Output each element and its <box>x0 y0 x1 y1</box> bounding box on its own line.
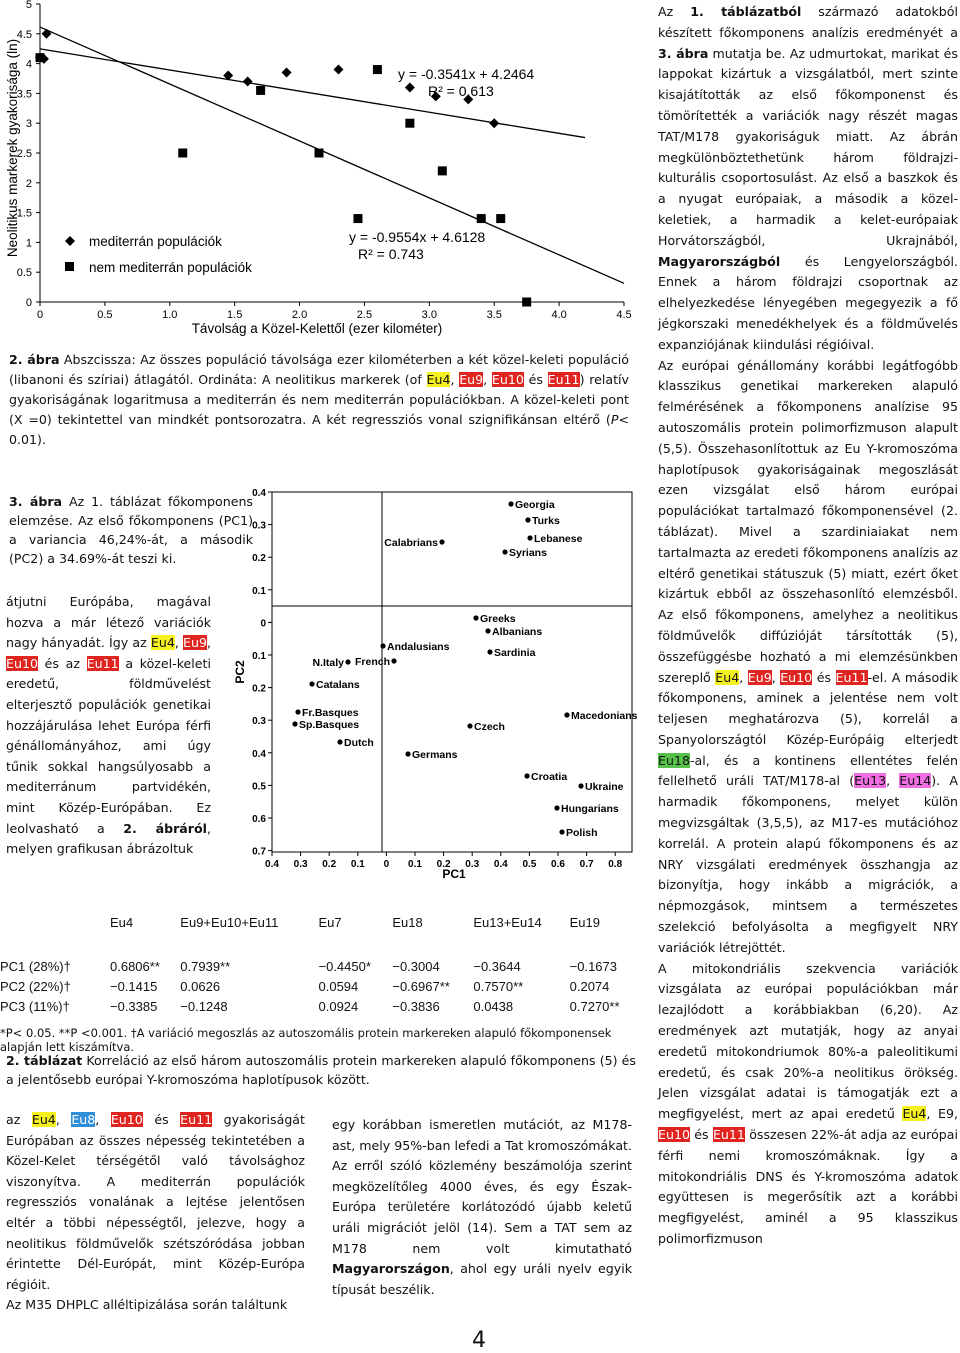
regression-line-mediterranean <box>40 49 585 138</box>
pca-y-tick-label: 0.1 <box>252 651 266 662</box>
pca-y-tick-label: 0.1 <box>252 585 266 597</box>
pca-x-tick-label: 0.2 <box>322 859 337 870</box>
pca-y-tick-label: 0.6 <box>252 814 266 825</box>
y-tick-label: 2 <box>25 177 32 190</box>
legend-square-marker <box>65 262 74 271</box>
pca-point-label: Syrians <box>509 547 547 559</box>
pca-point-label: French <box>354 656 390 668</box>
figure-2-caption: 2. ábra Abszcissza: Az összes populáció távolsága ezer kilométerben a két közel-keleti populáció (libanoni és szíriai) átlagától. Ordináta: A neolitikus markerek (of Eu4, Eu9, Eu10 és Eu11) relatív gyakoriságának logaritmusa a mediterrán és nem mediterrán populációkban. A közel-keleti pont (X =0) tekintettel van mindkét pontsorozatra. A két regressziós vonal szignifikánsan eltérő (P< 0.01). <box>9 352 630 447</box>
body-text: az <box>6 1112 32 1127</box>
data-point-nonmediterranean <box>522 298 531 307</box>
pca-point-label: Dutch <box>344 737 374 749</box>
y-tick-label: 3 <box>25 118 32 131</box>
body-text: Az M35 DHPLC alléltipizálása során találtunk <box>6 1297 288 1313</box>
pca-point <box>554 805 559 810</box>
data-point-mediterranean <box>282 68 292 78</box>
x-tick-label: 0 <box>36 309 44 321</box>
pca-point <box>524 773 529 778</box>
table-header: Eu13+Eu14 <box>473 914 542 930</box>
pca-x-tick-label: 0.3 <box>465 859 480 870</box>
data-point-nonmediterranean <box>36 53 45 62</box>
equation-nonmediterranean: y = -0.9554x + 4.6128 <box>349 229 486 245</box>
table-header: Eu4 <box>110 914 134 930</box>
pca-x-tick-label: 0.8 <box>608 859 623 870</box>
pca-x-tick-label: 0.4 <box>265 859 279 870</box>
data-point-nonmediterranean <box>496 214 505 223</box>
body-text: gyakoriságát Európában az összes népesség tekintetében a Közel-Kelet térségétől való távolsághoz viszonyítva. A mediterrán populációk regressziós vonalának a lejtése jelentősen eltér a többi népességtől, jelezve, hogy a neolitikus földművelők szétszóródása jobban érintette Dél-Európát, mint Közép-Európa régióit. <box>6 1112 305 1292</box>
marker-eu10: Eu10 <box>491 372 524 387</box>
y-axis-label: Neolitikus markerek gyakorisága (ln) <box>5 38 20 258</box>
text-column-right: Az 1. táblázatból származó adatokból készített főkomponens analízis eredményét a 3. ábra mutatja be. Az udmurtokat, marikat és lappokat kizártuk a vizsgálatból, mert szinte kisajátították az első főkomponenst és tömörítették a variációk nagy részét magas TAT/M178 gyakoriságuk miatt. Az ábrán megkülönböztethetünk három földrajzi-kulturális csoportosulást. Az első a baszkok és a nyugat európaiak, a második a közel-keletiek, a harmadik a kelet-európaiak Horvátországból, Ukrajnából, Magyarországból és Lengyelországból. Ennek a három földrajzi csoportnak az elhelyezkedése lényegében megegyezik a fő jégkorszaki menedékhelyek és a földművelés expanziójának kiindulási régióival. Az európai génállomány korábbi legátfogóbb klasszikus genetikai markereken alapuló felmérésének a főkomponens analízise 95 autoszomális protein polimorfizmuson alapult (5,5). Összehasonlítottuk az Eu Y-kromoszóma haplotípusok gyakoriságainak megoszlását ezen vizsgálat első három európai populációkat tartalmazó főkomponensével (2. táblázat). Mivel a szardiniaiakat nem tartalmazta az eredeti főkomponens analízis az eltérő genetikai státuszuk (5) miatt, ezért őket kizártuk ebből az összehasonlító elemzésből. Az első főkomponens, amelyhez a neolitikus földművelők diffúzióját társították (5), összefüggésbe hozható a mi elemzésünkben szereplő Eu4, Eu9, Eu10 és Eu11-el. A második főkomponens, aminek a jelentése nem volt teljesen meghatározva (5), korrelál a Spanyolországtól Közép-Európáig elterjedt Eu18-al, és a kontinens ellentétes felén fellelhető uráli TAT/M178-al (Eu13, Eu14). A harmadik főkomponens, melyet külön megvizsgáltak (3,5,5), az M17-es mutációhoz korrelál. A protein alapú főkomponens és az NRY vizsgálati eredmények összhangja az bizonyítja, hogy inkább a migrációk, a népmozgások, mintsem a természetes szelekció befolyásolta a megfigyelt NRY variációk létrejöttét. A mitokondriális szekvencia variációk vizsgálata az európai populációkban már lezajlódott a korábbiakban (6,20). Az eredmények azt mutatják, hogy az anyai eredetű mitokondriumok 80%-a paleolitikumi eredetű, és csak 20%-a neolitikus örökség. Jelen vizsgálat adatai is támogatják ezt a megfigyelést, mert az apai eredetű Eu4, E9, Eu10 és Eu11 összesen 22%-át adja az európai férfi nemi kromoszómáknak. Így a mitokondriális DNS és Y-kromoszóma adatok együttesen is megerősítik azt a korábbi megfigyelést, aminél a 95 klasszikus polimorfizmuson <box>658 4 958 1247</box>
pca-y-tick-label: 0.7 <box>252 846 266 858</box>
y-tick-label: 5 <box>25 0 32 11</box>
pca-point-label: Germans <box>412 749 458 761</box>
pca-x-tick-label: 0 <box>383 859 390 870</box>
x-tick-label: 3.5 <box>486 309 502 321</box>
x-tick-label: 0.5 <box>97 309 113 321</box>
equation-mediterranean: y = -0.3541x + 4.2464 <box>398 66 535 82</box>
table-row <box>0 956 640 976</box>
pca-point-label: Catalans <box>316 679 360 691</box>
table-cell: −0.3385 <box>110 998 158 1014</box>
marker-eu9: Eu9 <box>747 669 772 685</box>
table-row <box>0 976 640 996</box>
pca-x-tick-label: 0.1 <box>350 859 365 870</box>
data-point-mediterranean <box>405 82 415 92</box>
pca-point-label: Czech <box>474 721 505 733</box>
caption-text: < 0.01). <box>9 412 629 447</box>
pca-x-label: PC1 <box>442 867 466 881</box>
data-point-nonmediterranean <box>373 65 382 74</box>
page-number: 4 <box>472 1328 486 1353</box>
caption-text: Abszcissza: Az összes populáció távolsága ezer kilométerben a két közel-keleti populáció (libanoni és szíriai) átlagától. Ordináta: A neolitikus markerek (of <box>9 352 630 387</box>
bold-text: 3. ábra <box>658 45 709 61</box>
pca-point <box>467 723 472 728</box>
data-point-nonmediterranean <box>353 214 362 223</box>
body-text: , ahol egy uráli nyelv egyik típusát beszélik. <box>332 1261 632 1297</box>
pca-point-label: Fr.Basques <box>302 707 359 719</box>
pca-y-tick-label: 0.3 <box>252 716 266 728</box>
pca-point <box>559 829 564 834</box>
table-cell: −0.6967** <box>392 978 450 994</box>
table-cell: 0.0594 <box>318 978 359 994</box>
table-row <box>0 996 640 1016</box>
marker-eu9: Eu9 <box>459 372 484 387</box>
body-text: mutatja be. Az udmurtokat, marikat és lappokat kizártuk a vizsgálatból, mert szinte kisajátították az első főkomponenst és tömörítették a variációk nagy részét magas TAT/M178 gyakoriságuk miatt. Az ábrán megkülönböztethetünk három földrajzi-kulturális csoportosulást. Az első a baszkok és a nyugat európaiak, a második a közel-keletiek, a harmadik a kelet-európaiak Horvátországból, Ukrajnából, <box>658 45 958 248</box>
table-cell: 0.0626 <box>180 978 221 994</box>
row-label: PC1 (28%)† <box>0 958 71 974</box>
table-2-label: 2. táblázat <box>6 1053 83 1068</box>
row-label: PC2 (22%)† <box>0 978 71 994</box>
correlation-table <box>0 908 640 1016</box>
table-cell: 0.7270** <box>569 998 620 1014</box>
figure-3-pca-plot <box>228 486 638 886</box>
data-point-mediterranean <box>41 29 51 39</box>
marker-eu18: Eu18 <box>658 752 690 768</box>
pca-point <box>439 539 444 544</box>
table-header: Eu9+Eu10+Eu11 <box>180 914 279 930</box>
figure-2-label: 2. ábra <box>9 352 60 367</box>
marker-eu10: Eu10 <box>658 1127 690 1143</box>
table-cell: 0.0438 <box>473 998 514 1014</box>
pca-point-label: Ukraine <box>585 781 624 793</box>
pca-y-tick-label: 0 <box>260 618 266 630</box>
marker-eu11: Eu11 <box>547 372 580 387</box>
pca-point-label: Georgia <box>515 499 555 511</box>
pca-point <box>292 721 297 726</box>
body-text: A mitokondriális szekvencia variációk vizsgálata az európai populációkban már lezajlódott a korábbiakban (6,20). Az eredmények azt mutatják, hogy az anyai eredetű mitokondriumok 80%-a paleolitikumi eredetű, és csak 20%-a neolitikus örökség. Jelen vizsgálat adatai is támogatják ezt a megfigyelést, mert az apai eredetű <box>658 960 958 1122</box>
table-footnote: *P< 0.05. **P <0.001. †A variáció megoszlás az autoszomális protein markereken alapuló főkomponensek alapján lett kiszámítva. <box>0 1026 612 1054</box>
y-tick-label: 4 <box>25 58 32 71</box>
body-text: összesen 22%-át adja az európai férfi nemi kromoszómáknak. Így a mitokondriális DNS és Y-kromoszóma adatok együttesen is megerősítik azt a korábbi megfigyelést, aminél a 95 klasszikus polimorfizmuson <box>658 1127 958 1247</box>
table-header: Eu19 <box>569 914 601 930</box>
pca-point <box>337 739 342 744</box>
x-tick-label: 2.0 <box>291 309 308 321</box>
pca-point <box>508 501 513 506</box>
x-tick-label: 1.0 <box>162 309 178 321</box>
text-column-bottom-left: az Eu4, Eu8, Eu10 és Eu11 gyakoriságát Európában az összes népesség tekintetében a Közel-Kelet térségétől való távolsághoz viszonyítva. A mediterrán populációk regressziós vonalának a lejtése jelentősen eltér a többi népességtől, jelezve, hogy a neolitikus földművelők szétszóródása jobban érintette Dél-Európát, mint Közép-Európa régióit. Az M35 DHPLC alléltipizálása során találtunk <box>6 1112 305 1313</box>
marker-eu13: Eu13 <box>854 773 887 789</box>
data-point-nonmediterranean <box>477 214 486 223</box>
pca-y-tick-label: 0.4 <box>252 488 266 499</box>
body-text: -el. A második főkomponens, aminek a jelentése nem volt teljesen meghatározva (5), korrelál a Spanyolországtól Közép-Európáig elterjedt <box>658 669 958 747</box>
table-cell: −0.4450* <box>318 958 371 974</box>
y-tick-label: 1.5 <box>16 207 32 220</box>
x-tick-label: 2.5 <box>356 309 373 321</box>
caption-text: Korreláció az első három autoszomális protein markereken alapuló főkomponens (5) és a jelentősebb európai Y-kromoszóma haplotípusok között. <box>6 1053 636 1087</box>
table-cell: 0.7570** <box>473 978 524 994</box>
bold-text: Magyarországon <box>332 1261 450 1277</box>
marker-eu4: Eu4 <box>715 669 740 685</box>
pca-y-label: PC2 <box>233 660 247 684</box>
marker-eu4: Eu4 <box>426 372 451 387</box>
marker-eu10: Eu10 <box>6 655 38 671</box>
data-point-mediterranean <box>489 118 499 128</box>
pca-point <box>502 549 507 554</box>
table-cell: −0.3644 <box>473 958 521 974</box>
pca-y-tick-label: 0.3 <box>252 520 266 532</box>
pca-point <box>345 659 350 664</box>
pca-point <box>485 628 490 633</box>
pca-point <box>405 751 410 756</box>
table-cell: 0.6806** <box>110 958 160 974</box>
marker-eu11: Eu11 <box>180 1112 213 1127</box>
pca-point-label: Macedonians <box>571 710 638 722</box>
text-column-bottom-mid <box>332 1115 632 1300</box>
row-label: PC3 (11%)† <box>0 998 70 1014</box>
pca-point-label: Sardinia <box>494 647 536 659</box>
figure-3-label: 3. ábra <box>9 494 63 509</box>
pca-x-tick-label: 0.5 <box>522 859 537 870</box>
body-text: , E9, <box>926 1106 958 1122</box>
pca-y-tick-label: 0.5 <box>252 781 266 793</box>
marker-eu14: Eu14 <box>899 773 932 789</box>
data-point-nonmediterranean <box>178 149 187 158</box>
bold-text: Magyarországból <box>658 253 781 269</box>
pca-frame <box>272 492 632 852</box>
data-point-nonmediterranean <box>256 86 265 95</box>
pca-y-tick-label: 0.2 <box>252 683 266 695</box>
table-cell: −0.3004 <box>392 958 440 974</box>
body-text: és <box>689 1127 713 1143</box>
marker-eu9: Eu9 <box>183 635 207 651</box>
x-tick-label: 4.5 <box>616 309 632 321</box>
pca-point <box>564 712 569 717</box>
pca-point-label: Albanians <box>492 626 543 638</box>
marker-eu8: Eu8 <box>71 1112 96 1127</box>
pca-point-label: Croatia <box>531 771 568 783</box>
pca-point <box>380 643 385 648</box>
table-cell: −0.1415 <box>110 978 158 994</box>
marker-eu11: Eu11 <box>86 655 119 671</box>
pca-x-tick-label: 0.4 <box>493 859 508 870</box>
table-2 <box>0 908 640 1054</box>
body-text: átjutni Európába, magával hozva a már létező variációk nagy hányadát. Így az <box>6 594 211 651</box>
body-text: Az európai génállomány korábbi legátfogóbb klasszikus genetikai markereken alapuló felmérésének a főkomponens analízise 95 autoszomális protein polimorfizmuson alapult (5,5). Összehasonlítottuk az Eu Y-kromoszóma haplotípusok gyakoriságainak megoszlását ezen vizsgálat első három európai populációkat tartalmazó főkomponensével (2. táblázat). Mivel a szardiniaiakat nem tartalmazta az eredeti főkomponens analízis az eltérő genetikai státuszuk (5) miatt, ezért őket kizártuk ebből az összehasonlító elemzésből. Az első főkomponens, amelyhez a neolitikus földművelők diffúzióját társították (5), összefüggésbe hozható a mi elemzésünkben szereplő <box>658 357 958 685</box>
table-cell: 0.2074 <box>569 978 610 994</box>
pca-point <box>578 783 583 788</box>
pca-point-label: N.Italy <box>312 657 344 669</box>
body-text: a közel-keleti eredetű, földművelést elterjesztő populációk genetikai hozzájárulása lehet Európa férfi génállományához, ami úgy tűnik sokkal hangsúlyosabb a mediterránum partvidékén, mint Közép-Európában. Ez leolvasható a <box>6 655 211 836</box>
table-cell: 0.7939** <box>180 958 231 974</box>
data-point-nonmediterranean <box>315 149 324 158</box>
marker-eu10: Eu10 <box>110 1112 143 1127</box>
table-header-row <box>0 908 640 936</box>
pca-point-label: Polish <box>566 827 598 839</box>
legend-diamond-marker <box>65 236 75 246</box>
pca-x-tick-label: 0.6 <box>551 859 565 870</box>
text-column-mid-left: átjutni Európába, magával hozva a már létező variációk nagy hányadát. Így az Eu4, Eu9, Eu10 és az Eu11 a közel-keleti eredetű, földművelést elterjesztő populációk genetikai hozzájárulása lehet Európa férfi génállományához, ami úgy tűnik sokkal hangsúlyosabb a mediterránum partvidékén, mint Közép-Európában. Ez leolvasható a 2. ábráról, melyen grafikusan ábrázoltuk <box>6 594 212 857</box>
table-header: Eu18 <box>392 914 423 930</box>
marker-eu4: Eu4 <box>902 1106 927 1122</box>
y-tick-label: 0 <box>25 297 32 309</box>
x-axis-label: Távolság a Közel-Kelettől (ezer kilométer) <box>191 321 443 336</box>
table-cell: −0.1248 <box>180 998 228 1014</box>
pca-point-label: Andalusians <box>387 641 450 653</box>
pca-point <box>295 709 300 714</box>
y-tick-label: 4.5 <box>16 28 32 41</box>
pca-x-tick-label: 0.3 <box>293 859 308 870</box>
table-cell: 0.0924 <box>318 998 359 1014</box>
y-tick-label: 2.5 <box>16 148 32 160</box>
data-point-nonmediterranean <box>405 119 414 128</box>
y-tick-label: 0.5 <box>16 267 32 280</box>
pca-point <box>473 615 478 620</box>
data-point-mediterranean <box>333 65 343 75</box>
x-tick-label: 4.0 <box>551 309 567 321</box>
pca-x-tick-label: 0.1 <box>408 859 422 870</box>
pca-y-tick-label: 0.4 <box>252 748 266 760</box>
figure-ref: 2. ábráról <box>123 820 207 836</box>
pca-point-label: Greeks <box>480 613 516 625</box>
r2-nonmediterranean: R² = 0.743 <box>358 246 424 262</box>
marker-eu4: Eu4 <box>150 635 175 651</box>
x-tick-label: 3.0 <box>421 309 437 321</box>
body-text: egy korábban ismeretlen mutációt, az M178-ast, mely 95%-ban lefedi a Tat kromoszómákat. Az erről szóló közlemény beszámolója szerint megközelítőleg 4000 éves, és egy Észak-Európa területére korlátozódó újabb keletű uráli migrációt jelöl (14). Sem a TAT sem az M178 nem volt kimutatható <box>332 1117 632 1256</box>
table-2-caption <box>6 1051 636 1089</box>
pca-x-tick-label: 0.2 <box>436 859 451 870</box>
marker-eu4: Eu4 <box>31 1112 56 1127</box>
r2-mediterranean: R² = 0.613 <box>428 83 494 99</box>
marker-eu10: Eu10 <box>780 669 813 685</box>
caption-text: ) relatív gyakoriságának logaritmusa a mediterrán és nem mediterrán populációkban. A közel-keleti pont (X =0) tekintettel van mindkét pontsorozatra. A két regressziós vonal szignifikánsan eltérő ( <box>9 372 629 427</box>
table-cell: −0.3836 <box>392 998 440 1014</box>
y-tick-label: 3.5 <box>16 88 32 101</box>
legend-nonmediterranean: nem mediterrán populációk <box>89 260 252 275</box>
body-text: és Lengyelországból. Ennek a három földrajzi csoportnak az elhelyezkedése lényegében megegyezik a fő jégkorszaki menedékhelyek és a földművelés expanziójának kiindulási régióival. <box>658 253 958 352</box>
pca-point <box>391 658 396 663</box>
figure-2-scatter <box>0 0 640 340</box>
pca-point <box>527 535 532 540</box>
body-text: -al, és a kontinens ellentétes felén fellelhető uráli TAT/M178-al ( <box>658 752 958 789</box>
pca-point <box>487 649 492 654</box>
legend-mediterranean: mediterrán populációk <box>89 234 222 249</box>
caption-text: Az 1. táblázat főkomponens elemzése. Az első főkomponens (PC1) a variancia 46,24%-át, a második (PC2) a 34.69%-át teszi ki. <box>9 494 253 566</box>
pca-point-label: Sp.Basques <box>299 719 360 731</box>
pca-y-tick-label: 0.2 <box>252 553 266 565</box>
pca-point <box>525 517 530 522</box>
body-text: Az <box>658 4 691 19</box>
body-text: , melyen grafikusan ábrázoltuk <box>6 820 211 857</box>
bold-text: 1. táblázatból <box>690 4 802 19</box>
body-text: ). A harmadik főkomponens, melyet külön megvizsgáltak (3,5,5), az M17-es mutációhoz korrelál. A protein alapú főkomponens és az NRY vizsgálati eredmények összhangja az bizonyítja, hogy inkább a migrációk, a népmozgások, mintsem a természetes szelekció befolyásolta a megfigyelt NRY variációk létrejöttét. <box>658 773 958 955</box>
table-cell: −0.1673 <box>569 958 617 974</box>
data-point-mediterranean <box>243 76 253 86</box>
caption-p: P <box>610 412 619 427</box>
pca-point-label: Lebanese <box>534 533 583 545</box>
pca-x-tick-label: 0.7 <box>579 859 594 870</box>
body-text: származó adatokból készített főkomponens analízis eredményét a <box>658 4 958 40</box>
table-header: Eu7 <box>318 914 342 930</box>
marker-eu11: Eu11 <box>712 1127 745 1143</box>
pca-point-label: Calabrians <box>384 537 438 549</box>
marker-eu11: Eu11 <box>835 669 868 685</box>
x-tick-label: 1.5 <box>227 309 243 321</box>
figure-3-caption <box>9 492 253 568</box>
pca-point-label: Turks <box>532 515 560 527</box>
pca-point-label: Hungarians <box>561 803 619 815</box>
data-point-nonmediterranean <box>438 166 447 175</box>
y-tick-label: 1 <box>25 237 32 250</box>
pca-point <box>309 681 314 686</box>
